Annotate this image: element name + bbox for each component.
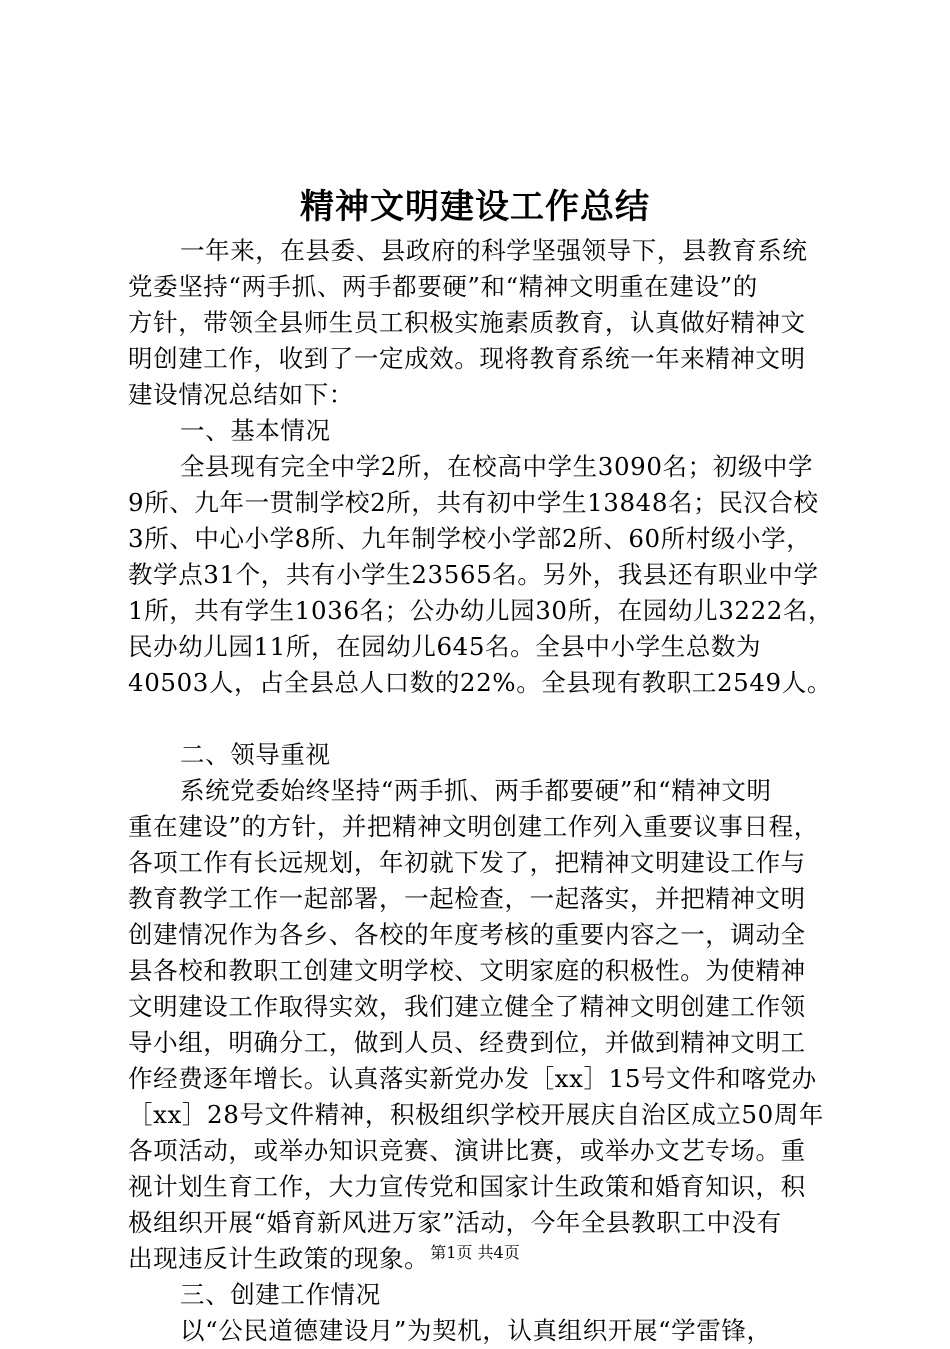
paragraph-line: ［xx］28号文件精神，积极组织学校开展庆自治区成立50周年 bbox=[128, 1100, 824, 1129]
blank-line bbox=[128, 701, 828, 737]
paragraph-line: 极组织开展“婚育新风进万家”活动，今年全县教职工中没有 bbox=[128, 1208, 782, 1237]
paragraph-line: 各项工作有长远规划，年初就下发了，把精神文明建设工作与 bbox=[128, 848, 806, 877]
paragraph-line: 教育教学工作一起部署，一起检查，一起落实，并把精神文明 bbox=[128, 884, 806, 913]
paragraph-line: 40503人，占全县总人口数的22%。全县现有教职工2549人。 bbox=[128, 668, 832, 697]
section-heading: 三、创建工作情况 bbox=[180, 1280, 381, 1309]
paragraph-line: 教学点31个，共有小学生23565名。另外，我县还有职业中学 bbox=[128, 560, 819, 589]
paragraph-line: 视计划生育工作，大力宣传党和国家计生政策和婚育知识，积 bbox=[128, 1172, 806, 1201]
page-number-footer: 第1页 共4页 bbox=[430, 1243, 520, 1262]
paragraph-line: 导小组，明确分工，做到人员、经费到位，并做到精神文明工 bbox=[128, 1028, 806, 1057]
document-title: 精神文明建设工作总结 bbox=[300, 187, 650, 227]
paragraph-line: 建设情况总结如下： bbox=[128, 380, 354, 409]
paragraph-line: 全县现有完全中学2所，在校高中学生3090名；初级中学 bbox=[180, 452, 814, 481]
document-body bbox=[128, 233, 834, 1349]
section-heading: 二、领导重视 bbox=[180, 740, 331, 769]
paragraph-line: 党委坚持“两手抓、两手都要硬”和“精神文明重在建设”的 bbox=[128, 272, 758, 301]
paragraph-line: 县各校和教职工创建文明学校、文明家庭的积极性。为使精神 bbox=[128, 956, 806, 985]
paragraph-line: 一年来，在县委、县政府的科学坚强领导下，县教育系统 bbox=[180, 236, 808, 265]
paragraph-line: 以“公民道德建设月”为契机，认真组织开展“学雷锋， bbox=[180, 1316, 772, 1345]
paragraph-line: 各项活动，或举办知识竞赛、演讲比赛，或举办文艺专场。重 bbox=[128, 1136, 806, 1165]
paragraph-line: 民办幼儿园11所，在园幼儿645名。全县中小学生总数为 bbox=[128, 632, 762, 661]
paragraph-line: 文明建设工作取得实效，我们建立健全了精神文明创建工作领 bbox=[128, 992, 806, 1021]
section-heading: 一、基本情况 bbox=[180, 416, 331, 445]
paragraph-line: 3所、中心小学8所、九年制学校小学部2所、60所村级小学， bbox=[128, 524, 812, 553]
paragraph-line: 作经费逐年增长。认真落实新党办发［xx］15号文件和喀党办 bbox=[128, 1064, 817, 1093]
paragraph-line: 创建情况作为各乡、各校的年度考核的重要内容之一，调动全 bbox=[128, 920, 806, 949]
paragraph-line: 重在建设”的方针，并把精神文明创建工作列入重要议事日程， bbox=[128, 812, 819, 841]
paragraph-line: 明创建工作，收到了一定成效。现将教育系统一年来精神文明 bbox=[128, 344, 806, 373]
paragraph-line: 方针，带领全县师生员工积极实施素质教育，认真做好精神文 bbox=[128, 308, 806, 337]
paragraph-line: 系统党委始终坚持“两手抓、两手都要硬”和“精神文明 bbox=[180, 776, 772, 805]
paragraph-line: 出现违反计生政策的现象。 bbox=[128, 1244, 430, 1273]
paragraph-line: 9所、九年一贯制学校2所，共有初中学生13848名；民汉合校 bbox=[128, 488, 819, 517]
paragraph-line: 1所，共有学生1036名；公办幼儿园30所，在园幼儿3222名， bbox=[128, 596, 834, 625]
